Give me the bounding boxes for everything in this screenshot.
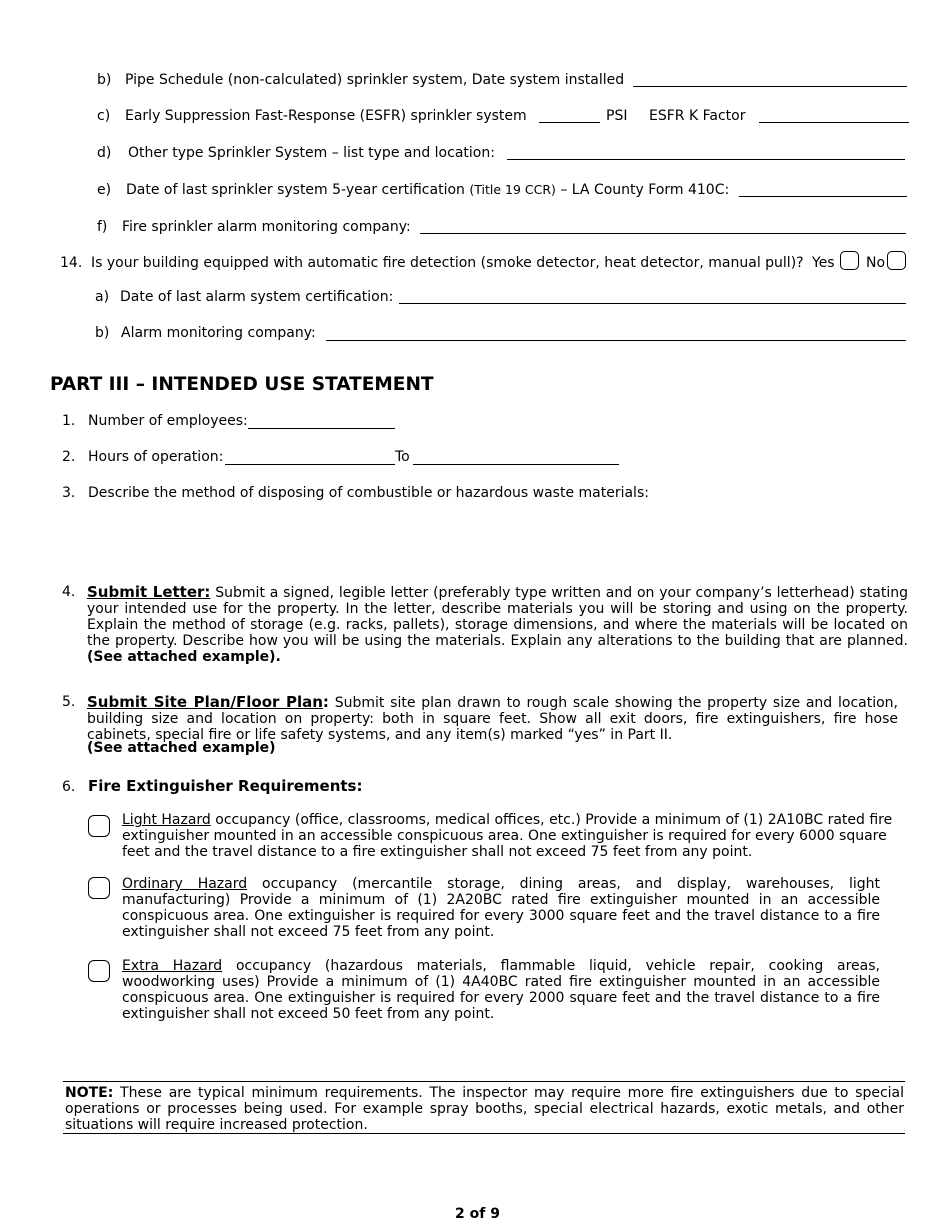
alarm-certification-field[interactable]	[399, 303, 906, 304]
certification-label: Date of last sprinkler system 5-year certification (Title 19 CCR) – LA County Form 410C:	[126, 182, 730, 198]
item-e-letter: e)	[97, 182, 112, 198]
item-b-letter: b)	[97, 72, 112, 88]
alarm-monitoring-field[interactable]	[326, 340, 906, 341]
waste-disposal-label: Describe the method of disposing of combustible or hazardous waste materials:	[88, 485, 649, 501]
pipe-schedule-label: Pipe Schedule (non-calculated) sprinkler system, Date system installed	[125, 72, 625, 88]
other-sprinkler-label: Other type Sprinkler System – list type and location:	[128, 145, 495, 161]
alarm-certification-label: Date of last alarm system certification:	[120, 289, 394, 305]
extinguisher-heading: Fire Extinguisher Requirements:	[88, 777, 363, 795]
employees-field[interactable]	[248, 428, 395, 429]
ordinary-hazard-text: Ordinary Hazard occupancy (mercantile storage, dining areas, and display, warehouses, light manufacturing) Provide a minimum of (1) 2A20BC rated fire extinguisher mounted in an accessible conspicuous area. One extinguisher is required for every 3000 square feet and the travel distance to a fire extinguisher shall not exceed 75 feet from any point.	[122, 876, 880, 940]
q14-yes-label: Yes	[812, 255, 835, 271]
q14-yes-checkbox[interactable]	[840, 251, 859, 270]
q14-no-label: No	[866, 255, 886, 271]
q1-number: 1.	[62, 413, 76, 429]
item-d-letter: d)	[97, 145, 112, 161]
q14-no-checkbox[interactable]	[887, 251, 906, 270]
light-hazard-checkbox[interactable]	[88, 815, 110, 837]
q5-number: 5.	[62, 694, 76, 710]
esfr-psi-label: PSI	[606, 108, 628, 124]
hours-to-field[interactable]	[413, 464, 619, 465]
q14b-letter: b)	[95, 325, 110, 341]
ordinary-hazard-checkbox[interactable]	[88, 877, 110, 899]
esfr-label: Early Suppression Fast-Response (ESFR) sprinkler system	[125, 108, 527, 124]
light-hazard-text: Light Hazard occupancy (office, classrooms, medical offices, etc.) Provide a minimum of (1) 2A10BC rated fire extinguisher mounted in an accessible conspicuous area. One extinguisher is required for every 6000 square feet and the travel distance to a fire extinguisher shall not exceed 75 feet from any point.	[122, 812, 893, 860]
submit-letter-paragraph: Submit Letter: Submit a signed, legible letter (preferably type written and on your company’s letterhead) stating your intended use for the property. In the letter, describe materials you will be storing and using on the property. Explain the method of storage (e.g. racks, pallets), storage dimensions, and where the materials will be located on the property. Describe how you will be using the materials. Explain any alterations to the building that are planned.(See attached example).	[87, 583, 908, 665]
pipe-schedule-date-field[interactable]	[633, 86, 907, 87]
hours-to-label: To	[395, 449, 410, 465]
q4-number: 4.	[62, 584, 76, 600]
sprinkler-monitoring-field[interactable]	[420, 233, 906, 234]
employees-label: Number of employees:	[88, 413, 248, 429]
esfr-kfactor-field[interactable]	[759, 122, 909, 123]
q3-number: 3.	[62, 485, 76, 501]
esfr-kfactor-label: ESFR K Factor	[649, 108, 746, 124]
submit-letter-heading: Submit Letter:	[87, 583, 211, 601]
site-plan-paragraph: Submit Site Plan/Floor Plan: Submit site plan drawn to rough scale showing the property size and location, building size and location on property: both in square feet. Show all exit doors, fire extinguishers, fire hose cabinets, special fire or life safety systems, and any item(s) marked “yes” in Part II.	[87, 693, 898, 743]
esfr-psi-field[interactable]	[539, 122, 600, 123]
submit-letter-example: (See attached example).	[87, 649, 281, 665]
site-plan-example: (See attached example)	[87, 740, 276, 756]
item-c-letter: c)	[97, 108, 111, 124]
q6-number: 6.	[62, 779, 76, 795]
extra-hazard-text: Extra Hazard occupancy (hazardous materials, flammable liquid, vehicle repair, cooking areas, woodworking uses) Provide a minimum of (1) 4A40BC rated fire extinguisher mounted in an accessible conspicuous area. One extinguisher is required for every 2000 square feet and the travel distance to a fire extinguisher shall not exceed 50 feet from any point.	[122, 958, 880, 1022]
note-label: NOTE:	[65, 1085, 114, 1101]
page-number: 2 of 9	[455, 1206, 500, 1222]
certification-field[interactable]	[739, 196, 907, 197]
q14a-letter: a)	[95, 289, 110, 305]
note-paragraph: NOTE: These are typical minimum requirements. The inspector may require more fire extinguishers due to special operations or processes being used. For example spray booths, special electrical hazards, exotic metals, and other situations will require increased protection.	[65, 1085, 904, 1133]
alarm-monitoring-label: Alarm monitoring company:	[121, 325, 316, 341]
hours-from-field[interactable]	[225, 464, 395, 465]
q14-number: 14.	[60, 255, 83, 271]
item-f-letter: f)	[97, 219, 108, 235]
site-plan-heading: Submit Site Plan/Floor Plan	[87, 693, 323, 711]
sprinkler-monitoring-label: Fire sprinkler alarm monitoring company:	[122, 219, 411, 235]
extra-hazard-checkbox[interactable]	[88, 960, 110, 982]
note-bottom-rule	[63, 1133, 905, 1134]
hours-label: Hours of operation:	[88, 449, 224, 465]
q14-label: Is your building equipped with automatic fire detection (smoke detector, heat detector, manual pull)?	[91, 255, 804, 271]
other-sprinkler-field[interactable]	[507, 159, 905, 160]
note-top-rule	[63, 1081, 905, 1082]
q2-number: 2.	[62, 449, 76, 465]
part3-title: PART III – INTENDED USE STATEMENT	[50, 374, 434, 395]
